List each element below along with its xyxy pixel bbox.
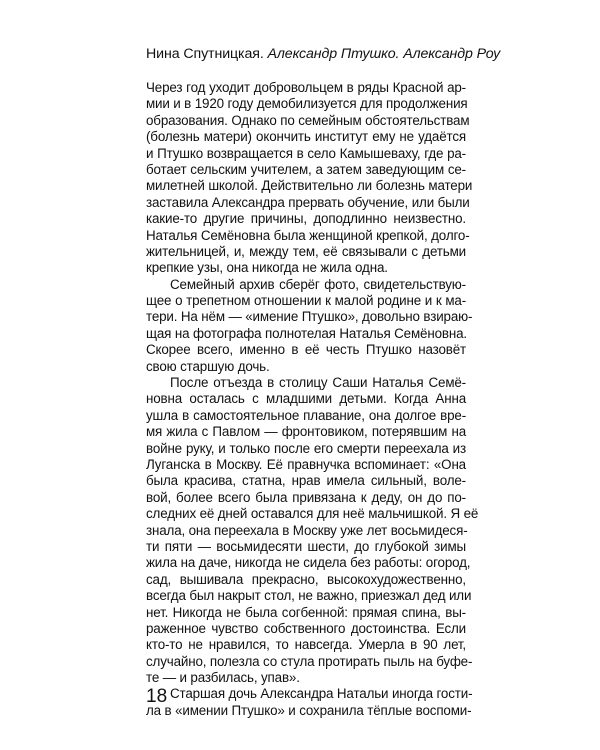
text-line: раженное чувство собственного достоинства. Если [146,620,466,636]
text-line: ушла в самостоятельное плавание, она долгое вре- [146,407,466,423]
page-number: 18 [146,686,168,707]
text-line: и Птушко возвращается в село Камышеваху, где ра- [146,145,466,161]
text-line: знала, она переехала в Москву уже лет восьмидеся- [146,522,468,538]
text-line: крепкие узы, она никогда не жила одна. [146,260,388,276]
text-line: тери. На нём — «имение Птушко», довольно взираю- [146,309,473,325]
text-line: те — и разбилась, упав». [146,670,300,686]
text-line: ти пяти — восьмидесяти шести, до глубокой зимы [146,538,466,554]
text-line: нет. Никогда не была согбенной: прямая спина, вы- [146,604,466,620]
text-line: жительницей, и, между тем, её связывали с детьми [146,243,466,259]
text-line: свою старшую дочь. [146,358,270,374]
running-header [146,44,501,64]
text-line: новна осталась с младшими детьми. Когда Анна [146,391,466,407]
text-line: сад, вышивала прекрасно, высокохудожественно, [146,571,466,587]
text-line: какие-то другие причины, доподлинно неизвестно. [146,211,466,227]
text-line: (болезнь матери) окончить институт ему не удаётся [146,129,466,145]
text-line: Луганска в Москву. Её правнучка вспоминает: «Она [146,456,466,472]
text-line: ла в «имении Птушко» и сохранила тёплые воспоми- [146,702,472,718]
text-line: Скорее всего, именно в её честь Птушко назовёт [146,342,466,358]
text-line: щее о трепетном отношении к малой родине и к ма- [146,293,466,309]
text-line: образования. Однако по семейным обстоятельствам [146,112,470,128]
text-line: Через год уходит добровольцем в ряды Красной ар- [146,80,466,95]
text-line: милетней школой. Действительно ли болезнь матери [146,178,473,194]
text-line: щая на фотографа полнотелая Наталья Семёновна. [146,325,467,341]
text-line: После отъезда в столицу Саши Наталья Семё- [170,375,466,391]
text-line: войне руку, и только после его смерти переехала из [146,440,466,456]
text-line: была красива, статна, нрав имела сильный, воле- [146,473,466,489]
text-line: мя жила с Павлом — фронтовиком, потерявшим на [146,424,466,440]
text-line: заставила Александра прервать обучение, или были [146,194,470,210]
text-line: следних её дней оставался для неё мальчишкой. Я её [146,506,479,522]
text-line: мии и в 1920 году демобилизуется для продолжения [146,96,468,112]
text-line: жила на даче, никогда не сидела без работы: огород, [146,555,471,571]
text-line: Старшая дочь Александра Натальи иногда гости- [170,686,473,702]
text-line: Семейный архив сберёг фото, свидетельствую- [170,276,466,292]
body-text [146,80,479,719]
text-line: случайно, полезла со стула протирать пыль на буфе- [146,653,473,669]
text-line: кто-то не нравился, то навсегда. Умерла в 90 лет, [146,637,466,653]
header-title: Александр Птушко. Александр Роу [267,46,501,62]
text-line: Наталья Семёновна была женщиной крепкой, долго- [146,227,470,243]
text-line: всегда был накрыт стол, не важно, приезжал дед или [146,588,472,604]
text-line: вой, более всего была привязана к деду, он до по- [146,489,466,505]
text-line: ботает сельским учителем, а затем заведующим се- [146,161,466,177]
header-author: Нина Спутницкая. [146,46,264,62]
